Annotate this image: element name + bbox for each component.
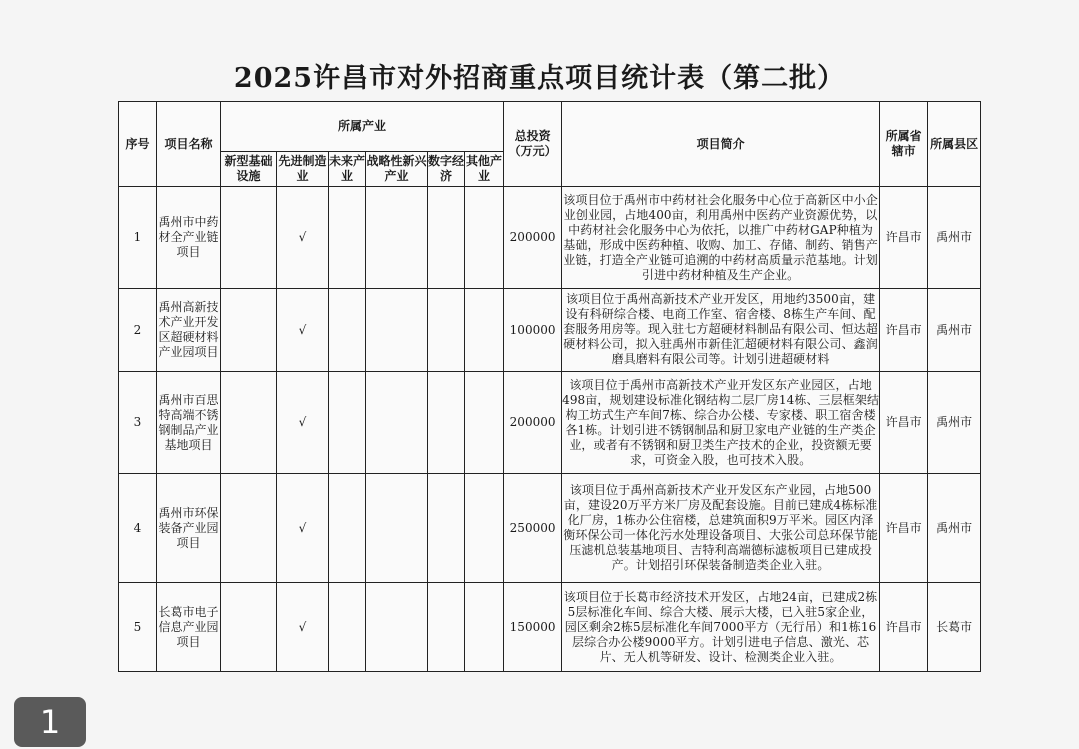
cell-digital xyxy=(428,372,465,474)
table-row xyxy=(119,289,981,372)
cell-strategic xyxy=(366,474,428,583)
table-row xyxy=(119,583,981,672)
row-county: 禹州市 xyxy=(928,289,981,372)
row-city: 许昌市 xyxy=(880,372,928,474)
row-investment: 250000 xyxy=(504,474,562,583)
row-name: 禹州市环保装备产业园项目 xyxy=(157,474,221,583)
row-intro-text: 该项目位于禹州市中药材社会化服务中心位于高新区中小企业创业园，占地400亩，利用禹州中医药产业资源优势，以中药材社会化服务中心为依托，以推广中药材GAP种植为基础，形成中医药种植、收购、加工、存储、制药、销售产业链，打造全产业链可追溯的中药材高质量示范基地。计划引进中药材种植及生产企业。 xyxy=(563,192,878,282)
check-mark: √ xyxy=(277,289,329,372)
row-intro xyxy=(562,474,880,583)
cell-digital xyxy=(428,289,465,372)
cell-other xyxy=(465,372,504,474)
check-mark: √ xyxy=(277,474,329,583)
header-row-1 xyxy=(119,102,981,152)
row-intro-text: 该项目位于禹州高新技术产业开发区，用地约3500亩，建设有科研综合楼、电商工作室、宿舍楼、8栋生产车间、配套服务用房等。现入驻七方超硬材料制品有限公司、恒达超硬材料公司，拟入驻禹州市新佳汇超硬材料有限公司、鑫润磨具磨料有限公司等。计划引进超硬材料 xyxy=(563,292,878,366)
header-sub-future: 未来产业 xyxy=(329,152,366,187)
cell-other xyxy=(465,187,504,289)
table-row xyxy=(119,474,981,583)
cell-strategic xyxy=(366,289,428,372)
header-name: 项目名称 xyxy=(157,102,221,187)
table-row xyxy=(119,187,981,289)
row-seq: 2 xyxy=(119,289,157,372)
header-intro: 项目简介 xyxy=(562,102,880,187)
row-intro xyxy=(562,372,880,474)
cell-other xyxy=(465,583,504,672)
header-sub-manufacturing: 先进制造业 xyxy=(277,152,329,187)
cell-digital xyxy=(428,583,465,672)
row-intro xyxy=(562,289,880,372)
row-seq: 1 xyxy=(119,187,157,289)
row-investment: 100000 xyxy=(504,289,562,372)
cell-infrastructure xyxy=(221,583,277,672)
row-name: 禹州市百思特高端不锈钢制品产业基地项目 xyxy=(157,372,221,474)
cell-other xyxy=(465,289,504,372)
cell-strategic xyxy=(366,187,428,289)
header-county: 所属县区 xyxy=(928,102,981,187)
row-seq: 4 xyxy=(119,474,157,583)
cell-future xyxy=(329,474,366,583)
row-intro-text: 该项目位于长葛市经济技术开发区，占地24亩，已建成2栋5层标准化车间、综合大楼、展示大楼，已入驻5家企业，园区剩余2栋5层标准化车间7000平方（无行吊）和1栋16层综合办公楼9000平方。计划引进电子信息、激光、芯片、无人机等研发、设计、检测类企业入驻。 xyxy=(563,589,878,664)
header-city: 所属省辖市 xyxy=(880,102,928,187)
row-investment: 150000 xyxy=(504,583,562,672)
header-seq: 序号 xyxy=(119,102,157,187)
cell-infrastructure xyxy=(221,372,277,474)
row-name: 长葛市电子信息产业园项目 xyxy=(157,583,221,672)
cell-strategic xyxy=(366,372,428,474)
row-seq: 3 xyxy=(119,372,157,474)
row-investment: 200000 xyxy=(504,187,562,289)
project-table xyxy=(118,101,981,672)
row-county: 禹州市 xyxy=(928,372,981,474)
check-mark: √ xyxy=(277,187,329,289)
cell-infrastructure xyxy=(221,474,277,583)
row-intro xyxy=(562,583,880,672)
cell-strategic xyxy=(366,583,428,672)
row-name: 禹州市中药材全产业链项目 xyxy=(157,187,221,289)
header-sub-infrastructure: 新型基础设施 xyxy=(221,152,277,187)
cell-other xyxy=(465,474,504,583)
cell-digital xyxy=(428,187,465,289)
cell-future xyxy=(329,583,366,672)
row-city: 许昌市 xyxy=(880,187,928,289)
row-county: 长葛市 xyxy=(928,583,981,672)
check-mark: √ xyxy=(277,372,329,474)
cell-future xyxy=(329,187,366,289)
row-intro xyxy=(562,187,880,289)
row-seq: 5 xyxy=(119,583,157,672)
document-title: 2025许昌市对外招商重点项目统计表（第二批） xyxy=(233,63,846,94)
row-name: 禹州高新技术产业开发区超硬材料产业园项目 xyxy=(157,289,221,372)
header-investment: 总投资（万元） xyxy=(504,102,562,187)
row-intro-text: 该项目位于禹州市高新技术产业开发区东产业园区，占地498亩，规划建设标准化钢结构二层厂房14栋、三层框架结构工坊式生产车间7栋、综合办公楼、专家楼、职工宿舍楼各1栋。计划引进不锈钢制品和厨卫家电产业链的生产类企业，或者有不锈钢和厨卫类生产技术的企业，投资额无要求，可资金入股，也可技术入股。 xyxy=(562,377,880,467)
row-city: 许昌市 xyxy=(880,583,928,672)
cell-future xyxy=(329,372,366,474)
row-investment: 200000 xyxy=(504,372,562,474)
row-city: 许昌市 xyxy=(880,474,928,583)
cell-future xyxy=(329,289,366,372)
header-sub-digital: 数字经济 xyxy=(428,152,465,187)
header-sub-other: 其他产业 xyxy=(465,152,504,187)
header-industry: 所属产业 xyxy=(221,102,504,152)
row-county: 禹州市 xyxy=(928,187,981,289)
page-number-badge[interactable]: 1 xyxy=(14,697,86,747)
header-sub-strategic: 战略性新兴产业 xyxy=(366,152,428,187)
cell-infrastructure xyxy=(221,289,277,372)
check-mark: √ xyxy=(277,583,329,672)
cell-digital xyxy=(428,474,465,583)
table-row xyxy=(119,372,981,474)
row-intro-text: 该项目位于禹州高新技术产业开发区东产业园，占地500亩，建设20万平方米厂房及配套设施。目前已建成4栋标准化厂房，1栋办公住宿楼，总建筑面积9万平米。园区内泽衡环保公司一体化污水处理设备项目、大张公司总环保节能压滤机总装基地项目、吉特利高端德标滤板项目已建成投产。计划招引环保装备制造类企业入驻。 xyxy=(563,483,878,572)
cell-infrastructure xyxy=(221,187,277,289)
row-city: 许昌市 xyxy=(880,289,928,372)
row-county: 禹州市 xyxy=(928,474,981,583)
